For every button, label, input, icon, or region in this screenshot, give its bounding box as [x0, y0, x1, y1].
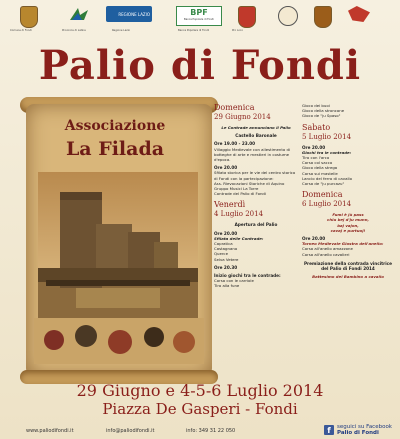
costumed-crowd-illustration — [34, 318, 204, 364]
contrada-item: Selva Vetere — [214, 256, 239, 262]
bpf-logo — [176, 6, 222, 26]
palio-opening: Apertura del Palio — [234, 222, 278, 228]
contrade-parade-title: Sfilata delle Contrade: — [214, 235, 264, 241]
time-19: Ore 19.00 - 23.00 — [214, 141, 256, 147]
program-column-2 — [302, 103, 394, 279]
phone-text: info: 349 31 22 050 — [186, 428, 236, 434]
motto-line: Fumi è jù pass — [332, 212, 364, 218]
motto-line: baj vajon, — [337, 222, 359, 228]
contrada-item: Querce — [214, 251, 228, 257]
time-2030: Ore 20.30 — [214, 264, 238, 270]
participant: Ass. Rievocazioni Storiche di Aquino — [214, 180, 285, 186]
comune-crest-icon — [20, 6, 38, 28]
motto-line: chiu bej d'ju munn, — [327, 217, 369, 223]
facebook-icon: f — [324, 425, 334, 435]
contrada-item: Capratica — [214, 241, 233, 247]
motto-line: cavaj e purtuoj! — [330, 227, 366, 233]
logo-label-3: Regione Lazio — [112, 29, 131, 32]
email-link[interactable]: info@paliodifondi.it — [106, 428, 155, 434]
facebook-line-2: Palio di Fondi — [337, 430, 379, 436]
logo-label-1: Comune di Fondi — [10, 29, 32, 32]
tournament-title: Torneo Medievale Giostra dell'anello: — [302, 241, 384, 247]
logo-label-4: Banca Popolare di Fondi — [178, 29, 210, 32]
facebook-follow[interactable] — [324, 424, 392, 436]
games-start-title: Inizio giochi tra le contrade: — [214, 273, 281, 279]
time-20-a: Ore 20.00 — [214, 165, 238, 171]
bpf-text: BPF — [190, 8, 208, 17]
day-sunday-1: Domenica — [214, 103, 255, 112]
day-friday: Venerdì — [214, 200, 246, 210]
provincia-logo-icon — [68, 6, 90, 22]
poster-title: Palio di Fondi — [38, 42, 362, 89]
date-6-july: 6 Luglio 2014 — [302, 200, 352, 209]
time-20-b: Ore 20.00 — [214, 230, 238, 236]
date-29-june: 29 Giugno 2014 — [214, 113, 271, 121]
day-sunday-2: Domenica — [302, 190, 343, 200]
joust-item: Corsa all'anello cavalieri — [302, 251, 350, 257]
parade-desc: Sfilata storica per le vie del centro storico di Fondi con la partecipazione: — [214, 170, 296, 181]
regione-lazio-text: REGIONE LAZIO — [118, 11, 150, 17]
program-column-1 — [214, 103, 298, 289]
game-item: Gioco della stroncone — [302, 108, 345, 114]
game-item: Tiro con l'arco — [302, 155, 330, 161]
game-item: Corsa de "ju purcazu" — [302, 181, 345, 187]
village-desc: Villaggio Medievale con allestimento di botteghe di arte e mestieri in costume d'epoca. — [214, 146, 291, 163]
participant: Gruppo Musici La Torre — [214, 186, 259, 192]
horse-emblem-icon — [348, 6, 370, 22]
castle-illustration — [38, 172, 198, 322]
game-item: Corsa con le carriole — [214, 278, 254, 284]
footer — [0, 424, 400, 439]
logo-label-2: Provincia di Latina — [62, 29, 86, 32]
association-label: Associazione — [64, 118, 166, 134]
game-item: Gioco dei buoi — [302, 103, 330, 108]
bpf-subtext: Banca Popolare di Fondi — [184, 18, 214, 21]
game-item: Corsa sui mastelle — [302, 170, 338, 176]
association-crest-icon — [314, 6, 332, 28]
game-item: Corsa col sacco — [302, 160, 333, 166]
event-dates: 29 Giugno e 4-5-6 Luglio 2014 — [76, 381, 324, 400]
castle-label: Castello Baronale — [235, 133, 277, 139]
time-20-d: Ore 20.00 — [302, 236, 326, 242]
game-item: Lancio del ferro di cavallo — [302, 175, 353, 181]
contrada-item: Castagnano — [214, 246, 238, 252]
date-4-july: 4 Luglio 2014 — [214, 210, 264, 219]
time-20-c: Ore 20.00 — [302, 144, 326, 150]
baptism-text: Battesimo del Bambino a cavallo — [312, 274, 384, 280]
event-place: Piazza De Gasperi - Fondi — [102, 400, 298, 418]
day-saturday: Sabato — [302, 122, 331, 132]
game-item: Gioco della strega — [302, 165, 338, 171]
sponsor-logos — [0, 0, 400, 40]
logo-label-5: Pro Loco — [232, 29, 243, 32]
date-5-july: 5 Luglio 2014 — [302, 132, 352, 141]
pro-loco-crest-icon — [238, 6, 256, 28]
association-name: La Filada — [65, 138, 165, 160]
contrade-intro: Le Contrade annunciano il Palio — [221, 125, 291, 130]
award-ceremony: Premiazione della contrada vincitrice del Palio di Fondi 2014 — [303, 260, 393, 272]
game-item: Gioco de "ju Spaso" — [302, 113, 341, 119]
regione-lazio-logo — [106, 6, 152, 22]
participant: Contrade del Palio di Fondi — [214, 191, 266, 197]
games-title: Giochi tra le contrade: — [302, 149, 352, 155]
game-item: Tiro alla fune — [214, 283, 240, 289]
round-seal-icon — [278, 6, 298, 26]
website-link[interactable]: www.paliodifondi.it — [26, 428, 74, 434]
facebook-line-1: seguici su Facebook — [337, 424, 392, 430]
joust-item: Corsa all'anello amazzone — [302, 246, 353, 252]
